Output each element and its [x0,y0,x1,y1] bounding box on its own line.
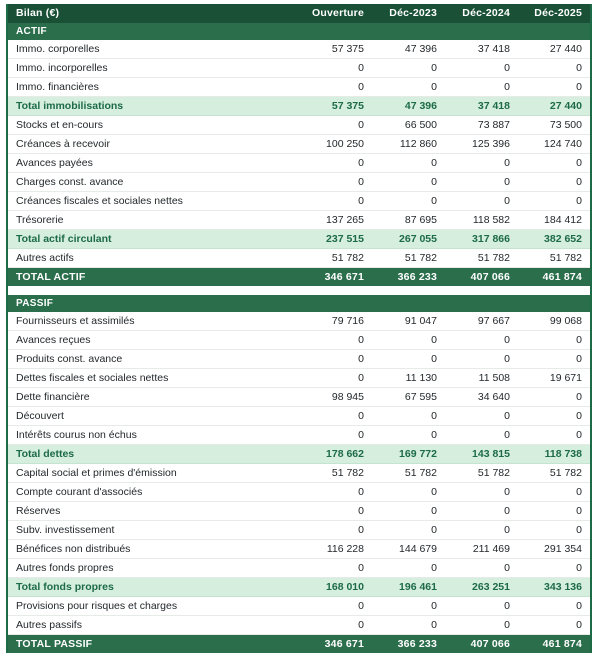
row-label: Total actif circulant [7,230,299,249]
row-value: 346 671 [299,635,372,653]
row-value: 51 782 [518,249,591,268]
table-body [7,4,591,653]
table-row [7,407,591,426]
row-value: 37 418 [445,97,518,116]
row-label: Créances fiscales et sociales nettes [7,192,299,211]
row-value: 0 [299,192,372,211]
row-value: 57 375 [299,40,372,59]
row-value: 99 068 [518,312,591,331]
row-value: 169 772 [372,445,445,464]
row-value: 79 716 [299,312,372,331]
row-value: 0 [518,597,591,616]
row-value: 0 [445,502,518,521]
row-label: TOTAL ACTIF [7,268,299,287]
row-value: 0 [445,350,518,369]
row-value: 0 [299,116,372,135]
row-value: 211 469 [445,540,518,559]
row-label: Avances reçues [7,331,299,350]
row-value: 47 396 [372,40,445,59]
row-value: 0 [445,192,518,211]
row-value: 168 010 [299,578,372,597]
row-value: 66 500 [372,116,445,135]
row-value: 0 [445,616,518,635]
table-row [7,312,591,331]
row-value: 27 440 [518,97,591,116]
row-value: 0 [299,597,372,616]
row-value: 116 228 [299,540,372,559]
row-label: Total fonds propres [7,578,299,597]
row-value: 178 662 [299,445,372,464]
table-row [7,211,591,230]
column-header-period: Ouverture [299,4,372,23]
row-label: Découvert [7,407,299,426]
row-value: 0 [445,559,518,578]
row-value: 19 671 [518,369,591,388]
section-band-label: ACTIF [7,23,591,40]
row-value: 51 782 [372,464,445,483]
row-value: 0 [299,59,372,78]
row-value: 67 595 [372,388,445,407]
row-value: 0 [299,559,372,578]
row-value: 124 740 [518,135,591,154]
row-value: 0 [518,78,591,97]
row-label: Autres fonds propres [7,559,299,578]
row-value: 0 [299,502,372,521]
column-header-period: Déc-2023 [372,4,445,23]
row-value: 11 130 [372,369,445,388]
section-spacer [7,286,591,295]
row-value: 0 [299,616,372,635]
row-value: 0 [372,426,445,445]
table-row [7,597,591,616]
row-label: Autres actifs [7,249,299,268]
row-label: Provisions pour risques et charges [7,597,299,616]
table-row [7,192,591,211]
row-value: 317 866 [445,230,518,249]
row-value: 0 [372,59,445,78]
row-value: 37 418 [445,40,518,59]
row-label: Fournisseurs et assimilés [7,312,299,331]
row-value: 0 [445,331,518,350]
table-row [7,369,591,388]
row-value: 0 [445,426,518,445]
table-row [7,249,591,268]
row-value: 0 [372,331,445,350]
row-value: 125 396 [445,135,518,154]
row-value: 461 874 [518,635,591,653]
row-label: TOTAL PASSIF [7,635,299,653]
row-value: 87 695 [372,211,445,230]
row-label: Charges const. avance [7,173,299,192]
table-row [7,616,591,635]
table-row [7,59,591,78]
row-value: 0 [518,521,591,540]
row-value: 118 582 [445,211,518,230]
row-value: 0 [372,502,445,521]
row-value: 407 066 [445,635,518,653]
row-value: 263 251 [445,578,518,597]
row-value: 407 066 [445,268,518,287]
row-value: 0 [445,521,518,540]
table-row [7,388,591,407]
row-value: 0 [518,192,591,211]
table-row-subtotal [7,445,591,464]
row-value: 137 265 [299,211,372,230]
table-row [7,331,591,350]
table-row-grand-total [7,635,591,653]
row-value: 0 [518,154,591,173]
spacer-cell [7,286,591,295]
table-row [7,521,591,540]
row-label: Réserves [7,502,299,521]
row-value: 144 679 [372,540,445,559]
row-value: 346 671 [299,268,372,287]
row-value: 0 [518,331,591,350]
row-value: 366 233 [372,268,445,287]
section-band-passif [7,295,591,312]
row-value: 461 874 [518,268,591,287]
row-value: 0 [299,426,372,445]
row-value: 0 [372,597,445,616]
row-value: 0 [299,154,372,173]
row-value: 0 [299,407,372,426]
table-row [7,135,591,154]
row-value: 0 [518,502,591,521]
table-row [7,78,591,97]
row-value: 0 [372,173,445,192]
row-value: 196 461 [372,578,445,597]
row-label: Stocks et en-cours [7,116,299,135]
table-header-row [7,4,591,23]
row-label: Immo. incorporelles [7,59,299,78]
row-value: 267 055 [372,230,445,249]
section-band-label: PASSIF [7,295,591,312]
row-value: 51 782 [372,249,445,268]
row-value: 143 815 [445,445,518,464]
row-value: 0 [299,331,372,350]
row-value: 98 945 [299,388,372,407]
table-row-subtotal [7,578,591,597]
row-value: 51 782 [299,249,372,268]
row-value: 0 [518,483,591,502]
row-value: 0 [372,192,445,211]
row-label: Immo. corporelles [7,40,299,59]
row-value: 100 250 [299,135,372,154]
row-value: 73 887 [445,116,518,135]
row-label: Immo. financières [7,78,299,97]
row-value: 0 [372,350,445,369]
row-value: 0 [372,483,445,502]
table-row [7,540,591,559]
table-row [7,116,591,135]
row-value: 0 [372,407,445,426]
row-value: 51 782 [518,464,591,483]
row-value: 343 136 [518,578,591,597]
row-value: 0 [445,173,518,192]
table-row [7,426,591,445]
row-label: Trésorerie [7,211,299,230]
row-value: 47 396 [372,97,445,116]
column-header-label: Bilan (€) [7,4,299,23]
row-value: 0 [445,597,518,616]
row-value: 0 [518,559,591,578]
row-value: 0 [518,388,591,407]
row-value: 0 [372,559,445,578]
row-value: 0 [372,154,445,173]
row-value: 184 412 [518,211,591,230]
row-value: 0 [518,350,591,369]
row-label: Subv. investissement [7,521,299,540]
row-label: Total dettes [7,445,299,464]
table-row [7,464,591,483]
row-value: 0 [518,616,591,635]
row-value: 91 047 [372,312,445,331]
row-value: 27 440 [518,40,591,59]
table-row-subtotal [7,230,591,249]
row-value: 0 [299,78,372,97]
row-value: 0 [518,59,591,78]
row-value: 51 782 [299,464,372,483]
row-value: 291 354 [518,540,591,559]
row-value: 0 [372,616,445,635]
table-row [7,559,591,578]
row-label: Bénéfices non distribués [7,540,299,559]
section-band-actif [7,23,591,40]
row-value: 0 [445,407,518,426]
table-row [7,483,591,502]
row-value: 0 [299,521,372,540]
table-row-grand-total [7,268,591,287]
row-value: 97 667 [445,312,518,331]
row-value: 382 652 [518,230,591,249]
row-value: 0 [299,483,372,502]
table-row [7,173,591,192]
row-label: Autres passifs [7,616,299,635]
row-value: 0 [299,173,372,192]
row-value: 51 782 [445,464,518,483]
row-value: 112 860 [372,135,445,154]
row-label: Dettes fiscales et sociales nettes [7,369,299,388]
balance-sheet-table [6,4,592,653]
row-label: Intérêts courus non échus [7,426,299,445]
row-value: 73 500 [518,116,591,135]
row-value: 0 [445,78,518,97]
row-label: Dette financière [7,388,299,407]
row-label: Compte courant d'associés [7,483,299,502]
row-value: 118 738 [518,445,591,464]
row-label: Capital social et primes d'émission [7,464,299,483]
row-value: 237 515 [299,230,372,249]
table-row [7,40,591,59]
row-label: Avances payées [7,154,299,173]
row-value: 0 [445,483,518,502]
row-value: 0 [445,59,518,78]
row-value: 366 233 [372,635,445,653]
column-header-period: Déc-2025 [518,4,591,23]
table-row [7,154,591,173]
row-value: 0 [299,369,372,388]
row-value: 57 375 [299,97,372,116]
table-row-subtotal [7,97,591,116]
row-label: Créances à recevoir [7,135,299,154]
row-value: 0 [518,407,591,426]
column-header-period: Déc-2024 [445,4,518,23]
row-value: 0 [518,173,591,192]
table-row [7,502,591,521]
row-value: 0 [518,426,591,445]
row-value: 0 [299,350,372,369]
row-value: 0 [445,154,518,173]
row-label: Total immobilisations [7,97,299,116]
row-value: 11 508 [445,369,518,388]
row-value: 0 [372,521,445,540]
row-value: 0 [372,78,445,97]
table-row [7,350,591,369]
row-label: Produits const. avance [7,350,299,369]
row-value: 51 782 [445,249,518,268]
row-value: 34 640 [445,388,518,407]
